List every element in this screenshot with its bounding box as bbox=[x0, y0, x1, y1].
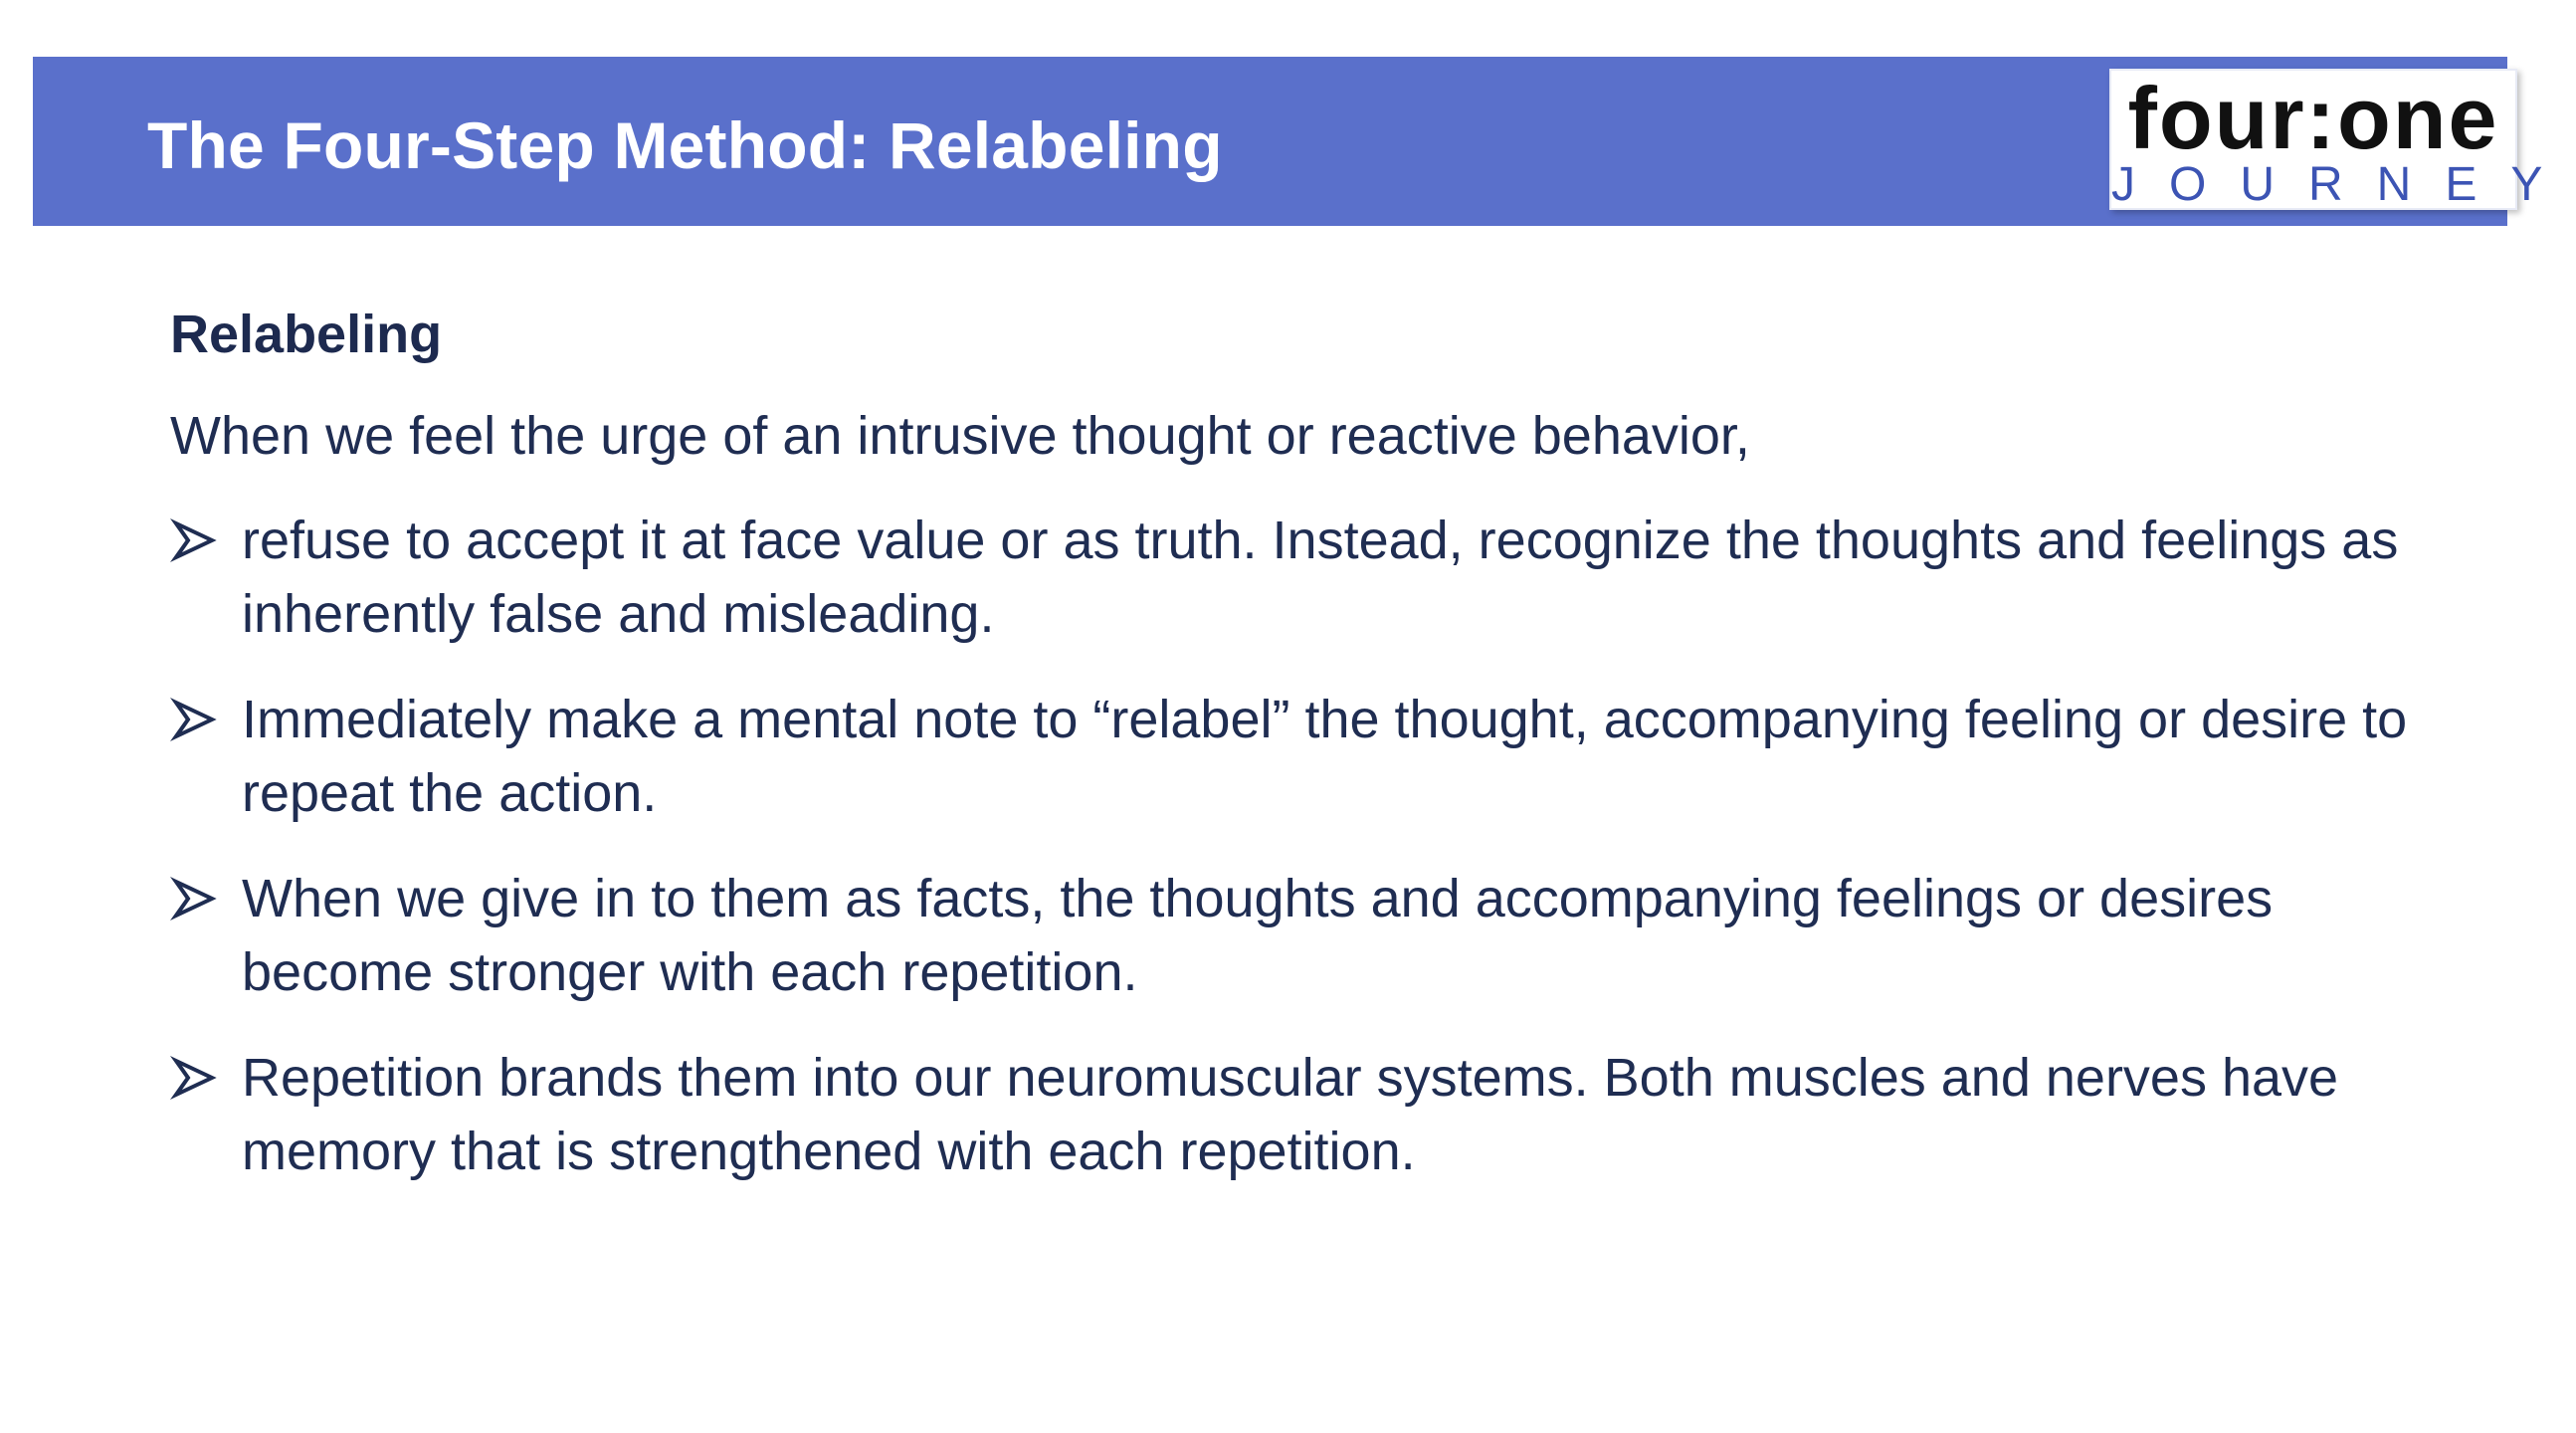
arrow-bullet-icon bbox=[170, 1041, 216, 1115]
bullet-text: When we give in to them as facts, the thoughts and accompanying feelings or desires become stronger with each repetition. bbox=[242, 869, 2274, 1002]
title-banner bbox=[33, 57, 2576, 226]
intro-text: When we feel the urge of an intrusive thought or reactive behavior, bbox=[170, 406, 1750, 466]
four-one-journey-logo bbox=[2109, 69, 2576, 211]
bullet-text: Immediately make a mental note to “relabel” the thought, accompanying feeling or desire to repeat the action. bbox=[242, 690, 2408, 823]
bullet-text: Repetition brands them into our neuromuscular systems. Both muscles and nerves have memory that is strengthened with each repetition. bbox=[242, 1048, 2339, 1181]
slide-title: The Four-Step Method: Relabeling bbox=[147, 108, 1223, 182]
logo-tagline: JOURNEY bbox=[2111, 158, 2576, 211]
bullet-item bbox=[170, 1041, 2439, 1188]
bullet-item bbox=[170, 683, 2439, 830]
bullet-text: refuse to accept it at face value or as truth. Instead, recognize the thoughts and feelings as inherently false and misleading. bbox=[242, 511, 2399, 644]
arrow-bullet-icon bbox=[170, 504, 216, 577]
section-heading: Relabeling bbox=[170, 305, 443, 364]
bullet-list bbox=[170, 504, 2439, 1188]
bullet-item bbox=[170, 862, 2439, 1009]
slide-body bbox=[170, 299, 2439, 1220]
bullet-item bbox=[170, 504, 2439, 651]
arrow-bullet-icon bbox=[170, 683, 216, 756]
logo-wordmark: four:one bbox=[2127, 69, 2499, 167]
arrow-bullet-icon bbox=[170, 862, 216, 935]
